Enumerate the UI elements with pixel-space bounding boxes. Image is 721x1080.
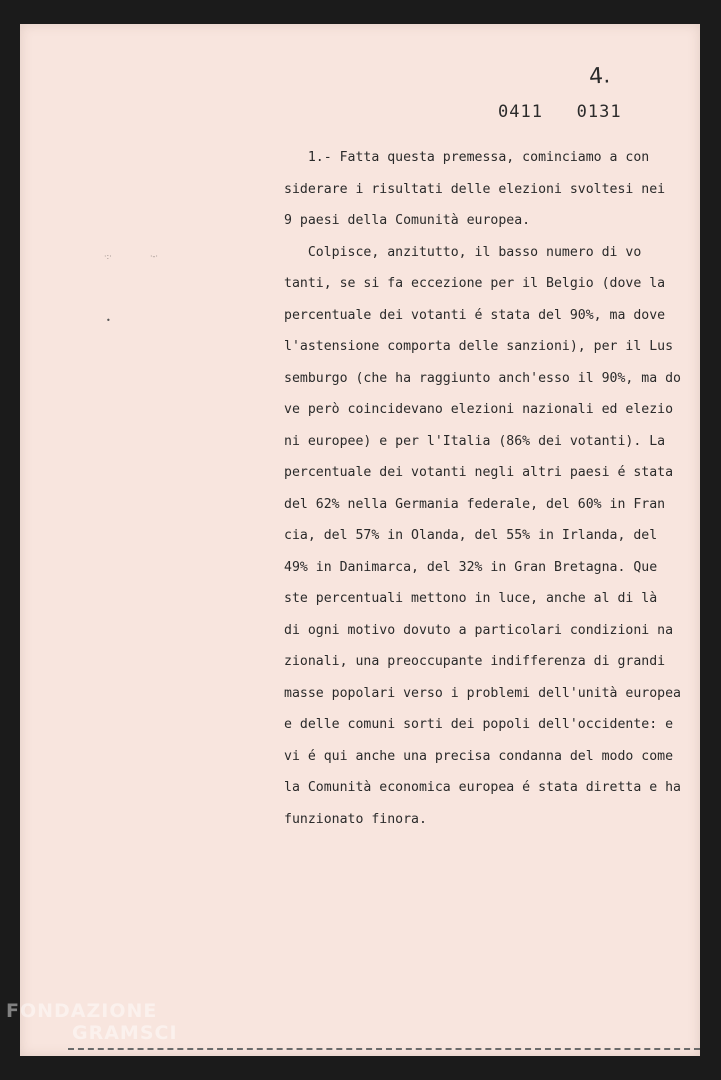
text-line: 49% in Danimarca, del 32% in Gran Bretagna. Que (284, 559, 658, 575)
text-line: la Comunità economica europea é stata diretta e ha (284, 780, 681, 795)
text-line: 9 paesi della Comunità europea. (284, 213, 531, 228)
paper-speck: ·-· (150, 252, 158, 261)
text-line: funzionato finora. (284, 811, 427, 827)
text-line: siderare i risultati delle elezioni svoltesi nei (284, 181, 666, 197)
watermark-logo (6, 1000, 178, 1044)
text-line: l'astensione comporta delle sanzioni), per il Lus (284, 339, 674, 354)
text-line: tanti, se si fa eccezione per il Belgio (dove la (284, 276, 666, 291)
typed-text-body (284, 146, 704, 839)
text-line: zionali, una preoccupante indifferenza di grandi (284, 654, 666, 669)
text-line: semburgo (che ha raggiunto anch'esso il 90%, ma do (284, 370, 681, 386)
text-line: ni europee) e per l'Italia (86% dei votanti). La (284, 433, 666, 449)
text-line: percentuale dei votanti negli altri paesi é stata (284, 465, 674, 480)
text-line: masse popolari verso i problemi dell'unità europea (284, 685, 681, 701)
paper-speck: ·:· (104, 252, 112, 261)
text-line: ve però coincidevano elezioni nazionali ed elezio (284, 402, 674, 417)
text-line: ste percentuali mettono in luce, anche al di là (284, 591, 658, 606)
text-line: vi é qui anche una precisa condanna del modo come (284, 748, 674, 764)
text-line: Colpisce, anzitutto, il basso numero di vo (284, 244, 642, 260)
paper-sheet (20, 24, 700, 1056)
text-line: di ogni motivo dovuto a particolari condizioni na (284, 622, 674, 638)
paper-speck: • (106, 316, 111, 325)
text-line: e delle comuni sorti dei popoli dell'occidente: e (284, 717, 674, 732)
watermark-line-2: GRAMSCI (72, 1022, 178, 1044)
watermark-line-1: FONDAZIONE (6, 1000, 158, 1022)
text-line: 1.- Fatta questa premessa, cominciamo a con (284, 150, 650, 165)
handwritten-page-number: 4. (588, 63, 611, 90)
archive-code: 0411 0131 (498, 102, 622, 122)
text-line: del 62% nella Germania federale, del 60% in Fran (284, 496, 666, 512)
text-line: cia, del 57% in Olanda, del 55% in Irlanda, del (284, 528, 658, 543)
bottom-rule (68, 1048, 700, 1050)
text-line: percentuale dei votanti é stata del 90%, ma dove (284, 307, 666, 323)
